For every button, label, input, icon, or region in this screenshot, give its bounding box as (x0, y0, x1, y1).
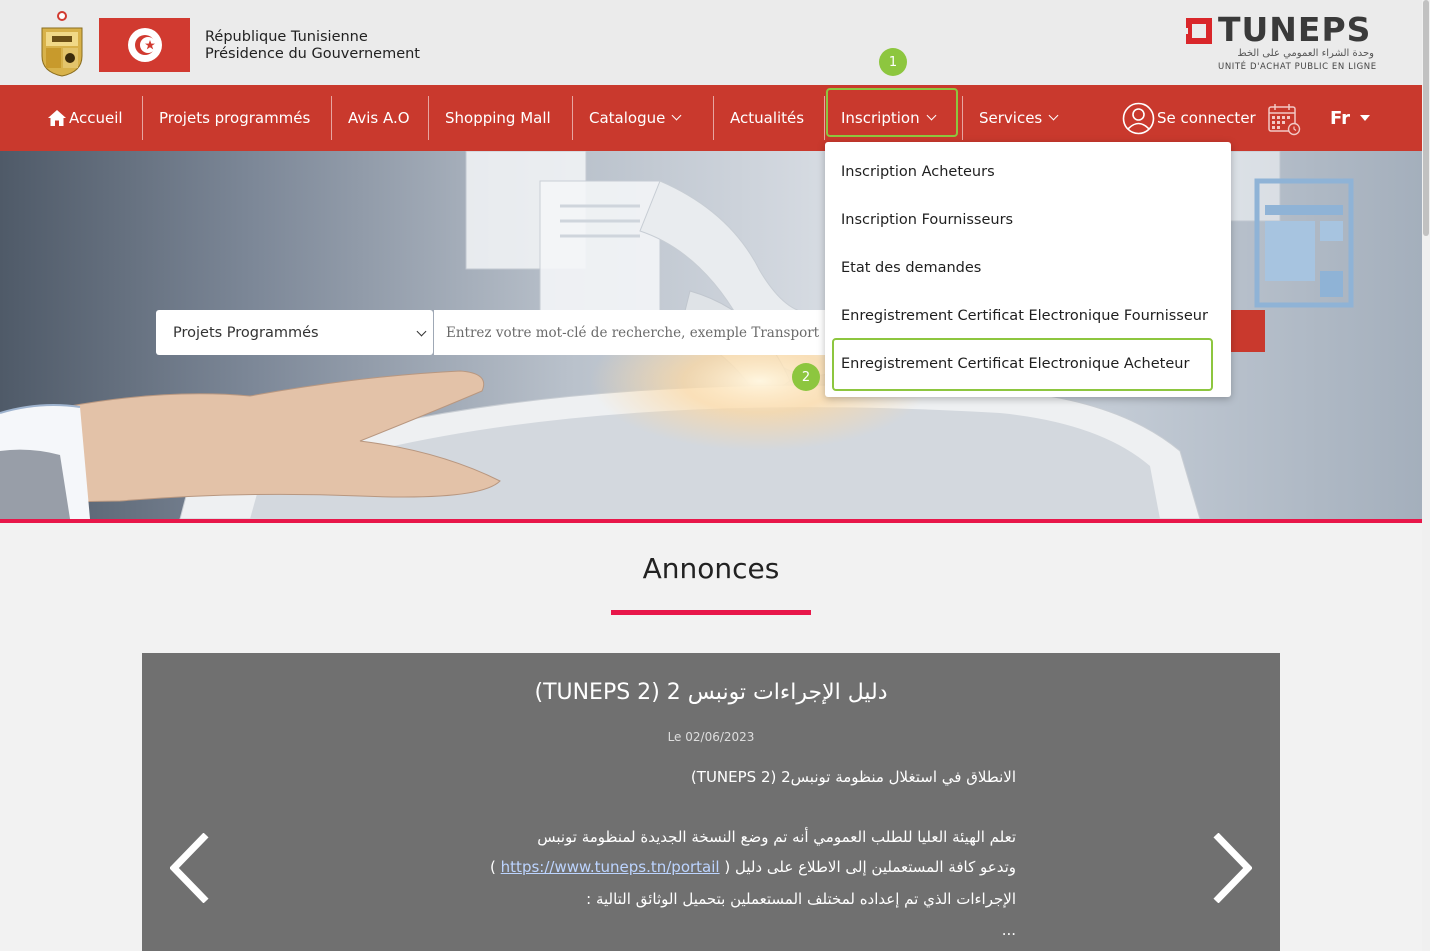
search-category-select[interactable] (156, 310, 433, 355)
crescent-star-icon (128, 28, 162, 62)
logo-subtitle: UNITÉ D'ACHAT PUBLIC EN LIGNE (1218, 62, 1377, 72)
government-title (205, 29, 420, 63)
language-selector[interactable] (1330, 96, 1371, 140)
logo-arabic: وحدة الشراء العمومي على الخط (1237, 48, 1374, 59)
step-badge-2: 2 (792, 363, 820, 391)
menu-item-etat-demandes[interactable]: Etat des demandes (841, 260, 982, 276)
login-label: Se connecter (1157, 109, 1256, 127)
hero-accent-line (0, 519, 1422, 523)
nav-shopping-mall[interactable] (445, 96, 551, 140)
tuneps-mark-icon (1184, 16, 1214, 46)
nav-services-label: Services (979, 109, 1043, 127)
menu-item-inscription-fournisseurs[interactable]: Inscription Fournisseurs (841, 212, 1014, 228)
annonces-underline (611, 610, 811, 615)
announcement-line-4: الإجراءات الذي تم إعداده لمختلف المستعملين بتحميل الوثائق التالية : (586, 890, 1016, 908)
step-badge-1: 1 (879, 48, 907, 76)
announcement-line-2: تعلم الهيئة العليا للطلب العمومي أنه تم وضع النسخة الجديدة لمنظومة تونبس (537, 828, 1016, 846)
nav-divider (824, 96, 825, 140)
nav-divider (572, 96, 573, 140)
announcement-line-3-pre: وتدعو كافة المستعملين إلى الاطلاع على دليل ( (724, 858, 1016, 876)
inscription-highlight (826, 88, 958, 137)
nav-shopping-label: Shopping Mall (445, 109, 551, 127)
nav-avis-ao[interactable] (348, 96, 410, 140)
search-input[interactable] (434, 310, 830, 355)
chevron-down-icon (1049, 111, 1059, 121)
nav-divider (962, 96, 963, 140)
announcement-card (142, 653, 1280, 951)
announcement-title[interactable]: دليل الإجراءات تونبس 2 (TUNEPS 2) (534, 680, 888, 705)
menu-item-inscription-acheteurs[interactable]: Inscription Acheteurs (841, 164, 995, 180)
nav-projets-label: Projets programmés (159, 109, 311, 127)
home-icon (47, 109, 67, 127)
scrollbar-thumb[interactable] (1423, 0, 1429, 236)
announcement-line-5: ... (1001, 921, 1016, 939)
nav-catalogue-label: Catalogue (589, 109, 666, 127)
portal-link[interactable]: https://www.tuneps.tn/portail (500, 858, 720, 876)
nav-inscription-label: Inscription (841, 109, 920, 127)
language-label: Fr (1330, 107, 1351, 129)
user-circle-icon (1122, 102, 1155, 135)
menu-item-certificat-fournisseur[interactable]: Enregistrement Certificat Electronique Fournisseur (841, 308, 1208, 324)
nav-divider (331, 96, 332, 140)
tuneps-logo[interactable] (1184, 12, 1379, 74)
announcement-line-1: الانطلاق في استغلال منظومة تونبس2 (TUNEPS 2) (690, 768, 1016, 786)
certificat-acheteur-highlight (832, 338, 1213, 391)
nav-services[interactable] (979, 96, 1057, 140)
nav-divider (428, 96, 429, 140)
page-scrollbar[interactable] (1422, 0, 1430, 951)
announcement-line-3-post: ) (490, 858, 496, 876)
nav-divider (142, 96, 143, 140)
nav-avis-label: Avis A.O (348, 109, 410, 127)
nav-projets-programmes[interactable] (159, 96, 310, 140)
nav-actualites[interactable] (730, 96, 804, 140)
chevron-down-icon (672, 111, 682, 121)
calendar-icon[interactable] (1267, 102, 1301, 136)
menu-item-certificat-acheteur[interactable]: Enregistrement Certificat Electronique Acheteur (841, 356, 1190, 372)
announcement-date: Le 02/06/2023 (667, 730, 755, 744)
gov-line-2: Présidence du Gouvernement (205, 46, 420, 62)
top-header (0, 0, 1422, 85)
tunisia-flag (99, 18, 190, 72)
logo-text: TUNEPS (1218, 10, 1372, 49)
nav-accueil[interactable] (47, 96, 123, 140)
carousel-prev-arrow-icon[interactable] (170, 833, 210, 903)
carousel-next-arrow-icon[interactable] (1212, 833, 1252, 903)
nav-actualites-label: Actualités (730, 109, 805, 127)
chevron-down-icon (417, 327, 427, 337)
announcement-line-3 (490, 858, 1016, 876)
nav-divider (713, 96, 714, 140)
gov-line-1: République Tunisienne (205, 29, 368, 45)
coat-of-arms-icon (38, 10, 86, 78)
nav-accueil-label: Accueil (69, 109, 123, 127)
search-category-value: Projets Programmés (173, 324, 319, 341)
annonces-heading: Annonces (642, 552, 780, 585)
search-button[interactable] (1230, 310, 1265, 352)
caret-down-icon (1359, 114, 1371, 122)
nav-catalogue[interactable] (589, 96, 680, 140)
login-link[interactable] (1122, 96, 1256, 140)
